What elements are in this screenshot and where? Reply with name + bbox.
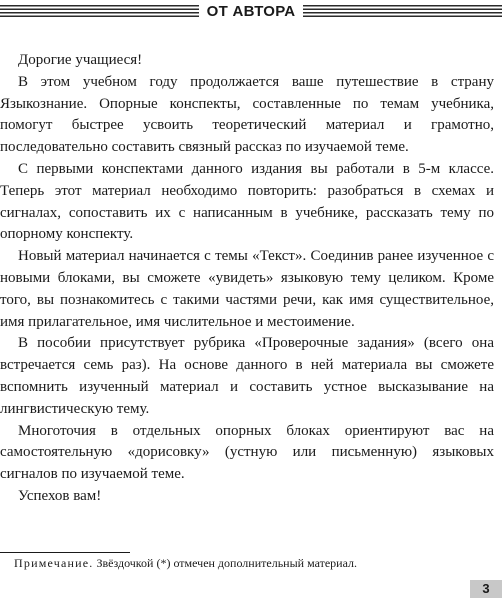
- paragraph-repeat: С первыми конспектами данного издания вы работали в 5-м классе. Теперь этот материал необходимо повторить: разобраться в схемах и сигналах, сопоставить их с написанным в учебнике, рассказать тему по опорному конспекту.: [0, 160, 494, 243]
- paragraph-greeting: Дорогие учащиеся!: [18, 52, 143, 68]
- paragraph-ellipsis: Многоточия в отдельных опорных блоках ориентируют вас на самостоятельную «дорисовку» (устную или письменную) языковых сигналов по изучаемой теме.: [0, 422, 494, 483]
- section-title: ОТ АВТОРА: [206, 2, 296, 20]
- paragraph-checks: В пособии присутствует рубрика «Проверочные задания» (всего она встречается семь раз). На основе данного в ней материала вы сможете вспомнить изученный материал и составить устное высказывание на лингвистическую тему.: [0, 335, 494, 417]
- footnote-divider: [0, 552, 130, 553]
- header-stripes-left: [0, 5, 199, 18]
- paragraph-intro: В этом учебном году продолжается ваше путешествие в страну Языкознание. Опорные конспекты, составленные по темам учебника, помогут быстрее усвоить теоретический материал и грамотно, последовательно составить связный рассказ по изучаемой теме.: [0, 73, 494, 156]
- paragraph-new-material: Новый материал начинается с темы «Текст». Соединив ранее изученное с новыми блоками, вы сможете «увидеть» языковую тему целиком. Кроме того, вы познакомитесь с такими частями речи, как имя существительное, имя прилагательное, имя числительное и местоимение.: [0, 248, 494, 330]
- page-number: 3: [470, 580, 502, 598]
- header-stripes-right: [303, 5, 502, 18]
- section-header: [0, 0, 502, 22]
- footnote-text: Звёздочкой (*) отмечен дополнительный материал.: [93, 556, 358, 570]
- footnote: [14, 556, 357, 571]
- paragraph-closing: Успехов вам!: [18, 487, 102, 504]
- footnote-label: Примечание.: [14, 556, 94, 570]
- main-text: [0, 50, 494, 508]
